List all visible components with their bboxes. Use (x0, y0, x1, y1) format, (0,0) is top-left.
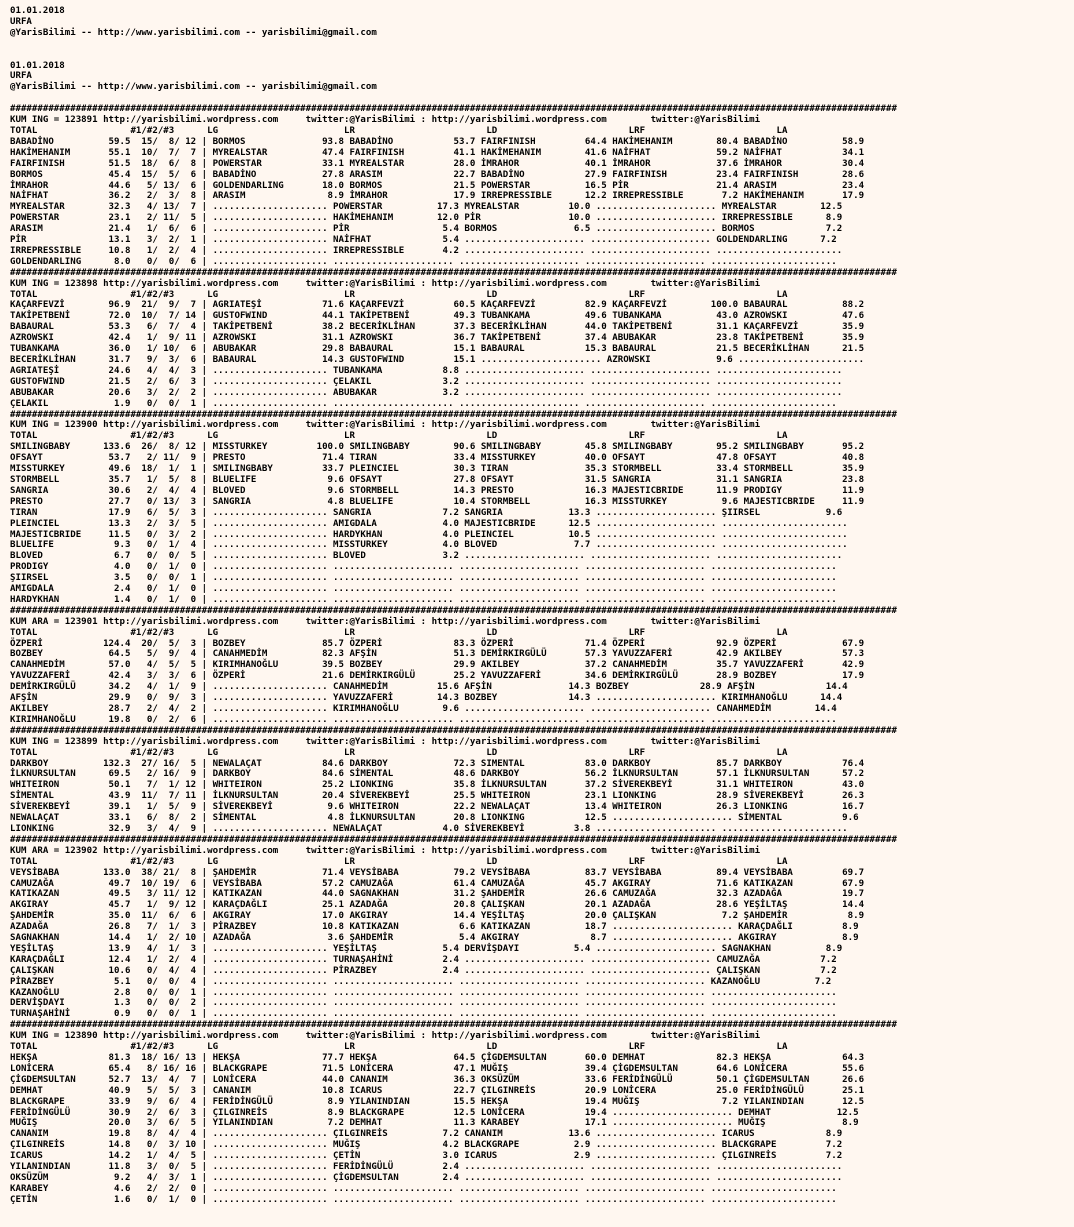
report-line: BABAURAL 53.3 6/ 7/ 4 | TAKİPETBENİ 38.2 BECERİKLİHAN 37.3 BECERİKLİHAN 44.0 TAKİPETBENİ 31.1 KAÇARFEVZİ 35.9 (10, 322, 865, 333)
report-line: İLKNURSULTAN 69.5 2/ 16/ 9 | DARKBOY 84.6 SİMENTAL 48.6 DARKBOY 56.2 İLKNURSULTAN 57.1 İLKNURSULTAN 57.2 (10, 769, 865, 780)
report-line: CAMUZAĞA 49.7 10/ 19/ 6 | VEYSİBABA 57.2 CAMUZAĞA 61.4 CAMUZAĞA 45.7 AKGIRAY 71.6 KATIKAZAN 67.9 (10, 878, 865, 889)
report-line: PLEINCIEL 13.3 2/ 3/ 5 | ..................... AMIGDALA 4.0 MAJESTICBRIDE 12.5 ...................... ....................... (10, 518, 848, 529)
report-line: HARDYKHAN 1.4 0/ 1/ 0 | ..................... ...................... ...................... ...................... ....................... (10, 594, 837, 605)
report-line: TIRAN 17.9 6/ 5/ 3 | ..................... SANGRIA 7.2 SANGRIA 13.3 ...................... ŞIIRSEL 9.6 (10, 507, 843, 518)
report-line: BABADİNO 59.5 15/ 8/ 12 | BORMOS 93.8 BABADİNO 53.7 FAIRFINISH 64.4 HAKİMEHANIM 80.4 BABADİNO 58.9 (10, 136, 865, 147)
report-line: BLACKGRAPE 33.9 9/ 6/ 4 | FERİDİNGÜLÜ 8.9 YILANINDIAN 15.5 HEKŞA 19.4 MUĞIŞ 7.2 YILANINDIAN 12.5 (10, 1096, 865, 1107)
report-line: DERVİŞDAYI 1.3 0/ 0/ 2 | ..................... ...................... ...................... ...................... ....................... (10, 998, 837, 1009)
report-line: ################################################################################################################################################################## (10, 725, 897, 736)
report-line: DEMHAT 40.9 5/ 5/ 3 | CANANIM 10.8 ICARUS 22.7 ÇILGINREİS 20.9 LONİCERA 25.0 FERİDİNGÜLÜ 25.1 (10, 1085, 865, 1096)
report-line: KUM ING = 123891 http://yarisbilimi.wordpress.com twitter:@YarisBilimi : http://yarisbilimi.wordpress.com twitter:@YarisBilimi (10, 115, 761, 126)
report-line: DARKBOY 132.3 27/ 16/ 5 | NEWALAÇAT 84.6 DARKBOY 72.3 SIMENTAL 83.0 DARKBOY 85.7 DARKBOY 76.4 (10, 758, 865, 769)
report-line: VEYSİBABA 133.0 38/ 21/ 8 | ŞAHDEMİR 71.4 VEYSİBABA 79.2 VEYSİBABA 83.7 VEYSİBABA 89.4 VEYSİBABA 69.7 (10, 867, 865, 878)
report-line: PİR 13.1 3/ 2/ 1 | ..................... NAİFHAT 5.4 ...................... ...................... GOLDENDARLING 7.2 (10, 235, 837, 246)
report-line: KUM ARA = 123901 http://yarisbilimi.wordpress.com twitter:@YarisBilimi : http://yarisbilimi.wordpress.com twitter:@YarisBilimi (10, 616, 761, 627)
report-line: BLUELIFE 9.3 0/ 1/ 4 | ..................... MISSTURKEY 4.0 BLOVED 7.7 ...................... ....................... (10, 540, 848, 551)
report-line: FERİDİNGÜLÜ 30.9 2/ 6/ 3 | ÇILGINREİS 8.9 BLACKGRAPE 12.5 LONİCERA 19.4 ...................... DEMHAT 12.5 (10, 1107, 859, 1118)
report-line: BLOVED 6.7 0/ 0/ 5 | ..................... BLOVED 3.2 ...................... ...................... ....................... (10, 551, 843, 562)
report-line: ARASIM 21.4 1/ 6/ 6 | ..................... PİR 5.4 BORMOS 6.5 ...................... BORMOS 7.2 (10, 224, 843, 235)
report-line: TOTAL #1/#2/#3 LG LR LD LRF LA (10, 1042, 788, 1053)
report-line: AFŞİN 29.9 0/ 9/ 3 | ..................... YAVUZZAFERİ 14.3 BOZBEY 14.3 ...................... KIRIMHANOĞLU 14.4 (10, 693, 843, 704)
report-line: STORMBELL 35.7 1/ 5/ 8 | BLUELIFE 9.6 OFSAYT 27.8 OFSAYT 31.5 SANGRIA 31.1 SANGRIA 23.8 (10, 474, 865, 485)
report-line: KUM ING = 123900 http://yarisbilimi.wordpress.com twitter:@YarisBilimi : http://yarisbilimi.wordpress.com twitter:@YarisBilimi (10, 420, 761, 431)
report-line: PRESTO 27.7 0/ 13/ 3 | SANGRIA 4.8 BLUELIFE 10.4 STORMBELL 16.3 MISSTURKEY 9.6 MAJESTICBRIDE 11.9 (10, 496, 865, 507)
report-line: URFA (10, 71, 32, 82)
report-line: KARAÇDAĞLI 12.4 1/ 2/ 4 | ..................... TURNAŞAHİNİ 2.4 ...................... ...................... CAMUZAĞA 7.2 (10, 954, 837, 965)
report-line: ÇELAKIL 1.9 0/ 0/ 1 | ..................... ...................... ...................... ...................... ....................... (10, 398, 837, 409)
report-line: KATIKAZAN 49.5 3/ 11/ 12 | KATIKAZAN 44.0 SAGNAKHAN 31.2 ŞAHDEMİR 26.6 CAMUZAĞA 32.3 AZADAĞA 19.7 (10, 889, 865, 900)
report-line: TURNAŞAHİNİ 0.9 0/ 0/ 1 | ..................... ...................... ...................... ...................... ....................... (10, 1009, 837, 1020)
report-line: FAIRFINISH 51.5 18/ 6/ 8 | POWERSTAR 33.1 MYREALSTAR 28.0 İMRAHOR 40.1 İMRAHOR 37.6 İMRAHOR 30.4 (10, 158, 865, 169)
report-line: ################################################################################################################################################################## (10, 267, 897, 278)
report-line: KUM ING = 123898 http://yarisbilimi.wordpress.com twitter:@YarisBilimi : http://yarisbilimi.wordpress.com twitter:@YarisBilimi (10, 278, 761, 289)
report-line: CANANIM 19.8 8/ 4/ 4 | ..................... ÇILGINREİS 7.2 CANANIM 13.6 ...................... ICARUS 8.9 (10, 1129, 843, 1140)
report-line: TOTAL #1/#2/#3 LG LR LD LRF LA (10, 289, 788, 300)
report-line: PİRAZBEY 5.1 0/ 0/ 4 | ..................... ...................... ...................... ...................... KAZANOĞLU 7.2 (10, 976, 832, 987)
report-line: GUSTOFWIND 21.5 2/ 6/ 3 | ..................... ÇELAKIL 3.2 ...................... ...................... ....................... (10, 376, 843, 387)
report-line: CANAHMEDİM 57.0 4/ 5/ 5 | KIRIMHANOĞLU 39.5 BOZBEY 29.9 AKILBEY 37.2 CANAHMEDİM 35.7 YAVUZZAFERİ 42.9 (10, 660, 865, 671)
report-line: SMILINGBABY 133.6 26/ 8/ 12 | MISSTURKEY 100.0 SMILINGBABY 90.6 SMILINGBABY 45.8 SMILINGBABY 95.2 SMILINGBABY 95.2 (10, 442, 865, 453)
report-line: ŞIIRSEL 3.5 0/ 0/ 1 | ..................... ...................... ...................... ...................... ....................... (10, 573, 837, 584)
report-line: AMIGDALA 2.4 0/ 1/ 0 | ..................... ...................... ...................... ...................... ....................... (10, 584, 837, 595)
report-line: KAZANOĞLU 2.8 0/ 0/ 1 | ..................... ...................... ...................... ...................... ....................... (10, 987, 837, 998)
report-line: TAKİPETBENİ 72.0 10/ 7/ 14 | GUSTOFWIND 44.1 TAKİPETBENİ 49.3 TUBANKAMA 49.6 TUBANKAMA 43.0 AZROWSKI 47.6 (10, 311, 865, 322)
report-line: KUM ING = 123899 http://yarisbilimi.wordpress.com twitter:@YarisBilimi : http://yarisbilimi.wordpress.com twitter:@YarisBilimi (10, 736, 761, 747)
report-line: TOTAL #1/#2/#3 LG LR LD LRF LA (10, 125, 788, 136)
report-line: HAKİMEHANIM 55.1 10/ 7/ 7 | MYREALSTAR 47.4 FAIRFINISH 41.1 HAKİMEHANIM 41.6 NAİFHAT 59.2 NAİFHAT 34.1 (10, 147, 865, 158)
report-line: İMRAHOR 44.6 5/ 13/ 6 | GOLDENDARLING 18.0 BORMOS 21.5 POWERSTAR 16.5 PİR 21.4 ARASIM 23.4 (10, 180, 865, 191)
report-line: LONİCERA 65.4 8/ 16/ 16 | BLACKGRAPE 71.5 LONİCERA 47.1 MUĞIŞ 39.4 ÇİGDEMSULTAN 64.6 LONİCERA 55.6 (10, 1063, 865, 1074)
report-line: OFSAYT 53.7 2/ 11/ 9 | PRESTO 71.4 TIRAN 33.4 MISSTURKEY 40.0 OFSAYT 47.8 OFSAYT 40.8 (10, 453, 865, 464)
report-line: ICARUS 14.2 1/ 4/ 5 | ..................... ÇETİN 3.0 ICARUS 2.9 ...................... ÇILGINREİS 7.2 (10, 1151, 843, 1162)
report-line: PRODIGY 4.0 0/ 1/ 0 | ..................... ...................... ...................... ...................... ....................... (10, 562, 837, 573)
report-line: SANGRIA 30.6 2/ 4/ 4 | BLOVED 9.6 STORMBELL 14.3 PRESTO 16.3 MAJESTICBRIDE 11.9 PRODIGY 11.9 (10, 485, 865, 496)
report-line: OKSÜZÜM 9.2 4/ 3/ 1 | ..................... ÇİGDEMSULTAN 2.4 ...................... ...................... ....................... (10, 1172, 843, 1183)
report-line: KUM ING = 123890 http://yarisbilimi.wordpress.com twitter:@YarisBilimi : http://yarisbilimi.wordpress.com twitter:@YarisBilimi (10, 1031, 761, 1042)
report-line: KARABEY 4.6 2/ 2/ 0 | ..................... ...................... ...................... ...................... ....................... (10, 1183, 837, 1194)
report-line: YEŞİLTAŞ 13.9 4/ 1/ 3 | ..................... YEŞİLTAŞ 5.4 DERVİŞDAYI 5.4 ...................... SAGNAKHAN 8.9 (10, 943, 843, 954)
report-line: SİVEREKBEYİ 39.1 1/ 5/ 9 | SİVEREKBEYİ 9.6 WHITEIRON 22.2 NEWALAÇAT 13.4 WHITEIRON 26.3 LIONKING 16.7 (10, 802, 865, 813)
report-line: ABUBAKAR 20.6 3/ 2/ 2 | ..................... ABUBAKAR 3.2 ...................... ...................... ....................... (10, 387, 843, 398)
report-line: AZROWSKI 42.4 1/ 9/ 11 | AZROWSKI 31.1 AZROWSKI 36.7 TAKİPETBENİ 37.4 ABUBAKAR 23.8 TAKİPETBENİ 35.9 (10, 333, 865, 344)
report-line: TOTAL #1/#2/#3 LG LR LD LRF LA (10, 747, 788, 758)
report-line: NEWALAÇAT 33.1 6/ 8/ 2 | SİMENTAL 4.8 İLKNURSULTAN 20.8 LIONKING 12.5 ...................... SİMENTAL 9.6 (10, 813, 859, 824)
report-line: LIONKING 32.9 3/ 4/ 9 | ..................... NEWALAÇAT 4.0 SİVEREKBEYİ 3.8 ...................... ....................... (10, 823, 848, 834)
report-line: HEKŞA 81.3 18/ 16/ 13 | HEKŞA 77.7 HEKŞA 64.5 ÇİGDEMSULTAN 60.0 DEMHAT 82.3 HEKŞA 64.3 (10, 1053, 865, 1063)
report-line: ################################################################################################################################################################## (10, 1020, 897, 1031)
report-line: MAJESTICBRIDE 11.5 0/ 3/ 2 | ..................... HARDYKHAN 4.0 PLEINCIEL 10.5 ...................... ....................... (10, 529, 848, 540)
report-line: BORMOS 45.4 15/ 5/ 6 | BABADİNO 27.8 ARASIM 22.7 BABADİNO 27.9 FAIRFINISH 23.4 FAIRFINISH 28.6 (10, 169, 865, 180)
report-line: 01.01.2018 (10, 6, 65, 16)
report-line: YILANINDIAN 11.8 3/ 0/ 5 | ..................... FERİDİNGÜLÜ 2.4 ...................... ...................... ....................... (10, 1162, 843, 1173)
report-line: YAVUZZAFERİ 42.4 3/ 3/ 6 | ÖZPERİ 21.6 DEMİRKIRGÜLÜ 25.2 YAVUZZAFERİ 34.6 DEMİRKIRGÜLÜ 28.9 BOZBEY 17.9 (10, 671, 865, 682)
report-line: AZADAĞA 26.8 7/ 1/ 3 | PİRAZBEY 10.8 KATIKAZAN 6.6 KATIKAZAN 18.7 ...................... KARAÇDAĞLI 8.9 (10, 922, 859, 933)
report-line: TOTAL #1/#2/#3 LG LR LD LRF LA (10, 856, 788, 867)
report-line: ################################################################################################################################################################## (10, 834, 897, 845)
report-line: GOLDENDARLING 8.0 0/ 0/ 6 | ..................... ...................... ...................... ...................... ....................... (10, 256, 837, 267)
report-line: TOTAL #1/#2/#3 LG LR LD LRF LA (10, 627, 788, 638)
report-line: DEMİRKIRGÜLÜ 34.2 4/ 1/ 9 | ..................... CANAHMEDİM 15.6 AFŞİN 14.3 BOZBEY 28.9 AFŞİN 14.4 (10, 682, 848, 693)
report-line: ŞAHDEMİR 35.0 11/ 6/ 6 | AKGIRAY 17.0 AKGIRAY 14.4 YEŞİLTAŞ 20.0 ÇALIŞKAN 7.2 ŞAHDEMİR 8.9 (10, 911, 865, 922)
report-line: MUĞIŞ 20.0 3/ 6/ 5 | YILANINDIAN 7.2 DEMHAT 11.3 KARABEY 17.1 ...................... MUĞIŞ 8.9 (10, 1118, 859, 1129)
report-line: WHITEIRON 50.1 7/ 1/ 12 | WHITEIRON 25.2 LIONKING 35.8 İLKNURSULTAN 37.2 SİVEREKBEYİ 31.1 WHITEIRON 43.0 (10, 780, 865, 791)
report-line: ÇİGDEMSULTAN 52.7 13/ 4/ 7 | LONİCERA 44.0 CANANIM 36.3 OKSÜZÜM 33.6 FERİDİNGÜLÜ 50.1 ÇİGDEMSULTAN 26.6 (10, 1074, 865, 1085)
report-line: MISSTURKEY 49.6 18/ 1/ 1 | SMILINGBABY 33.7 PLEINCIEL 30.3 TIRAN 35.3 STORMBELL 33.4 STORMBELL 35.9 (10, 464, 865, 475)
report-line: ÇETİN 1.6 0/ 1/ 0 | ..................... ...................... ...................... ...................... ....................... (10, 1194, 837, 1205)
report-line: SAGNAKHAN 14.4 1/ 2/ 10 | AZADAĞA 3.6 ŞAHDEMİR 5.4 AKGIRAY 8.7 ...................... AKGIRAY 8.9 (10, 933, 859, 944)
report-line: BOZBEY 64.5 5/ 9/ 4 | CANAHMEDİM 82.3 AFŞİN 51.3 DEMİRKIRGÜLÜ 57.3 YAVUZZAFERİ 42.9 AKILBEY 57.3 (10, 649, 865, 660)
report-line: AKGIRAY 45.7 1/ 9/ 12 | KARAÇDAĞLI 25.1 AZADAĞA 20.8 ÇALIŞKAN 20.1 AZADAĞA 28.6 YEŞİLTAŞ 14.4 (10, 900, 865, 911)
report-line: BECERİKLİHAN 31.7 9/ 3/ 6 | BABAURAL 14.3 GUSTOFWIND 15.1 ...................... AZROWSKI 9.6 ....................... (10, 355, 865, 365)
report-line: ################################################################################################################################################################## (10, 409, 897, 420)
report-line: 01.01.2018 (10, 60, 65, 71)
report-line: ÖZPERİ 124.4 20/ 5/ 3 | BOZBEY 85.7 ÖZPERİ 83.3 ÖZPERİ 71.4 ÖZPERİ 92.9 ÖZPERİ 67.9 (10, 638, 865, 649)
report-line: POWERSTAR 23.1 2/ 11/ 5 | ..................... HAKİMEHANIM 12.0 PİR 10.0 ...................... IRREPRESSIBLE 8.9 (10, 213, 843, 224)
report-line: MYREALSTAR 32.3 4/ 13/ 7 | ..................... POWERSTAR 17.3 MYREALSTAR 10.0 ...................... MYREALSTAR 12.5 (10, 202, 843, 213)
report-line: ################################################################################################################################################################## (10, 605, 897, 616)
report-line: ÇALIŞKAN 10.6 0/ 4/ 4 | ..................... PİRAZBEY 2.4 ...................... ...................... ÇALIŞKAN 7.2 (10, 965, 837, 976)
report-line: ÇILGINREİS 14.8 0/ 3/ 10 | ..................... MUĞIŞ 4.2 BLACKGRAPE 2.9 ...................... BLACKGRAPE 7.2 (10, 1140, 843, 1151)
report-line: TOTAL #1/#2/#3 LG LR LD LRF LA (10, 431, 788, 442)
report-line: ################################################################################################################################################################## (10, 104, 897, 115)
report-line: @YarisBilimi -- http://www.yarisbilimi.com -- yarisbilimi@gmail.com (10, 82, 377, 93)
report-line: AKILBEY 28.7 2/ 4/ 2 | ..................... KIRIMHANOĞLU 9.6 ...................... ...................... CANAHMEDİM 14.4 (10, 704, 837, 714)
report-line: KIRIMHANOĞLU 19.8 0/ 2/ 6 | ..................... ...................... ...................... ...................... ....................... (10, 714, 837, 725)
report-line: IRREPRESSIBLE 10.8 1/ 2/ 4 | ..................... IRREPRESSIBLE 4.2 ...................... ...................... ....................... (10, 245, 843, 256)
report-line: KAÇARFEVZİ 96.9 21/ 9/ 7 | AGRIATEŞİ 71.6 KAÇARFEVZİ 60.5 KAÇARFEVZİ 82.9 KAÇARFEVZİ 100.0 BABAURAL 88.2 (10, 300, 865, 311)
report-line: KUM ARA = 123902 http://yarisbilimi.wordpress.com twitter:@YarisBilimi : http://yarisbilimi.wordpress.com twitter:@YarisBilimi (10, 845, 761, 856)
report-line: SİMENTAL 43.9 11/ 7/ 11 | İLKNURSULTAN 20.4 SİVEREKBEYİ 25.5 WHITEIRON 23.1 LIONKING 28.9 SİVEREKBEYİ 26.3 (10, 791, 865, 802)
report-line: NAİFHAT 36.2 2/ 3/ 8 | ARASIM 8.9 İMRAHOR 17.9 IRREPRESSIBLE 12.2 IRREPRESSIBLE 7.2 HAKİMEHANIM 17.9 (10, 191, 865, 202)
report-line: TUBANKAMA 36.0 1/ 10/ 6 | ABUBAKAR 29.8 BABAURAL 15.1 BABAURAL 15.3 BABAURAL 21.5 BECERİKLİHAN 21.5 (10, 344, 865, 355)
report-line: @YarisBilimi -- http://www.yarisbilimi.com -- yarisbilimi@gmail.com (10, 27, 377, 38)
report-line: URFA (10, 16, 32, 27)
report-line: AGRIATEŞİ 24.6 4/ 4/ 3 | ..................... TUBANKAMA 8.8 ...................... ...................... ....................... (10, 365, 843, 376)
